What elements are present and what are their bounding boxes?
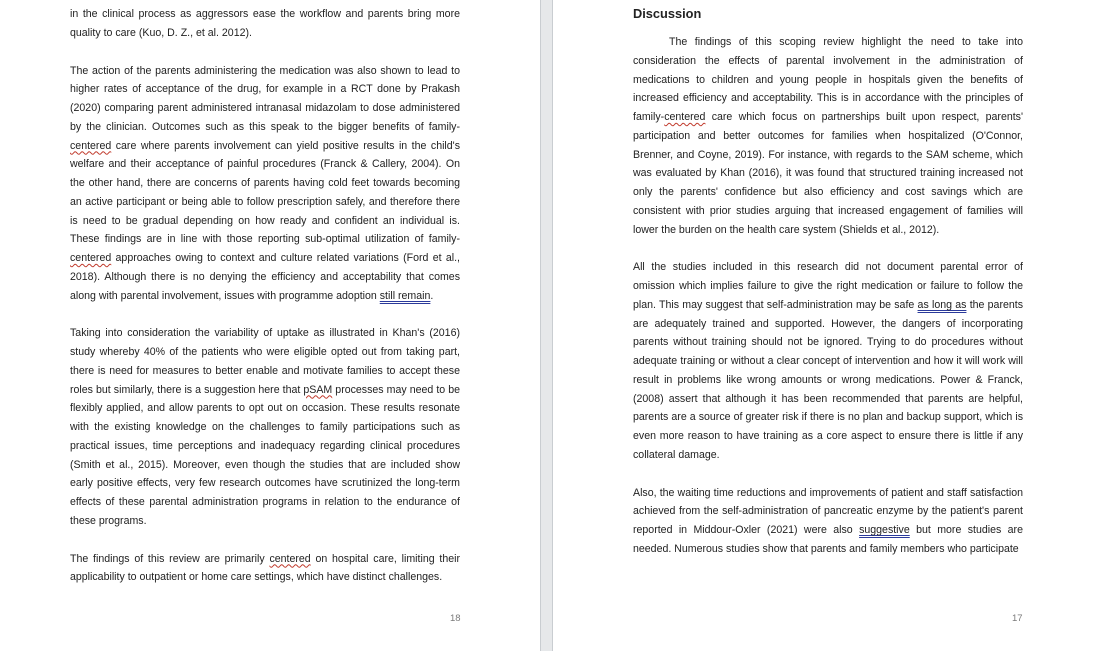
text-run: on hospital care, limiting their applicability to outpatient or home care settings, which have distinct challenges. — [70, 552, 460, 584]
grammar-suggestion-still-remain[interactable]: still remain — [379, 289, 431, 302]
text-run: the parents are adequately trained and supported. However, the dangers of incorporating parents without training should not be ignored. Trying to do procedures without adequate training or without a clear concept of intervention and how it will work will result in problems like wrong amounts or wrong medications. Power & Franck, (2008) assert that although it has been recommended that parents are helpful, parents are a source of greater risk if there is no plan and backup support, which is even more reason to have training as a core aspect to ensure there is little if any collateral damage. — [633, 298, 1023, 461]
spelling-error-centered[interactable]: centered — [70, 139, 112, 152]
right-paragraph-2 — [633, 258, 1023, 464]
text-run: Also, the waiting time reductions and improvements of patient and staff satisfaction achieved from the self-administration of pancreatic enzyme by the patient's parent reported in Middour-Oxler (2021) were also — [633, 486, 1023, 536]
spelling-error-psam[interactable]: pSAM — [303, 383, 333, 396]
left-text-column — [70, 5, 460, 587]
right-paragraph-3 — [633, 484, 1023, 559]
page-gutter — [540, 0, 553, 651]
section-heading: Discussion — [633, 6, 702, 21]
spelling-error-centered[interactable]: centered — [70, 252, 112, 264]
text-run: approaches owing to context and culture related variations (Ford et al., 2018). Although there is no denying the efficiency and acceptability that comes along with parental involvement, issues with programme adoption — [70, 252, 460, 302]
left-paragraph-4 — [70, 550, 460, 588]
left-paragraph-2 — [70, 62, 460, 306]
right-text-column — [633, 5, 1023, 559]
document-page-right — [553, 0, 1101, 651]
text-run: care which focus on partnerships built upon respect, parents' participation and better outcomes for families when hospitalized (O'Connor, Brenner, and Coyne, 2019). For instance, with regards to the SAM scheme, which was evaluated by Khan (2016), it was found that structured training increased not only the parents' confidence but also efficiency and cost savings which are consistent with prior studies arguing that increased engagement of families will lower the burden on the health care system (Shields et al., 2012). — [633, 111, 1023, 236]
text-run: Taking into consideration the variability of uptake as illustrated in Khan's (2016) study whereby 40% of the patients who were eligible opted out from taking part, there is need for measures to better enable and motivate families to accept these roles but similarly, there is a suggestion here that — [70, 327, 460, 396]
text-run: care where parents involvement can yield positive results in the child's welfare and their acceptance of painful procedures (Franck & Callery, 2004). On the other hand, there are concerns of parents having cold feet towards becoming an active participant or being able to follow prescription safely, and therefore there is need to be gradual depending on how ready and confident an individual is. These findings are in line with those reporting sub-optimal utilization of family- — [70, 139, 460, 246]
text-run: . — [430, 289, 434, 302]
right-paragraph-1 — [633, 33, 1023, 239]
text-run: All the studies included in this research did not document parental error of omission which implies failure to give the right medication or failure to follow the plan. This may suggest that self-administration may be safe — [633, 261, 1023, 311]
spelling-error-centered[interactable]: centered — [269, 552, 311, 565]
text-run: in the clinical process as aggressors ease the workflow and parents bring more quality to care (Kuo, D. Z., et al. 2012). — [70, 8, 460, 39]
left-paragraph-1 — [70, 5, 460, 43]
text-run: The findings of this review are primarily — [70, 552, 265, 565]
text-run: but more studies are needed. Numerous studies show that parents and family members who participate — [633, 524, 1023, 555]
page-number: 18 — [450, 613, 461, 624]
text-run: processes may need to be flexibly applied, and allow parents to opt out on occasion. These results resonate with the existing knowledge on the challenges to family participations such as practical issues, time perceptions and inadequacy regarding clinical procedures (Smith et al., 2015). Moreover, even though the studies that are included show early positive effects, very few research outcomes have scrutinized the long-term effects of these parental administration programs in relation to the endurance of these programs. — [70, 383, 460, 527]
grammar-suggestion-as-long-as[interactable]: as long as — [917, 298, 967, 311]
left-paragraph-3 — [70, 324, 460, 530]
text-run: The action of the parents administering the medication was also shown to lead to higher rates of acceptance of the drug, for example in a RCT done by Prakash (2020) comparing parent administered intranasal midazolam to dose administered by the clinician. Outcomes such as this speak to the bigger benefits of family- — [70, 64, 460, 133]
grammar-suggestion-suggestive[interactable]: suggestive — [859, 524, 910, 536]
text-run: The findings of this scoping review highlight the need to take into consideration the effects of parental involvement in the administration of medications to children and young people in hospitals given the benefits of increased efficiency and acceptability. This is in accordance with the principles of family- — [633, 36, 1023, 123]
document-page-left — [0, 0, 540, 651]
spelling-error-centered[interactable]: centered — [664, 111, 706, 123]
page-number: 17 — [1012, 613, 1023, 624]
